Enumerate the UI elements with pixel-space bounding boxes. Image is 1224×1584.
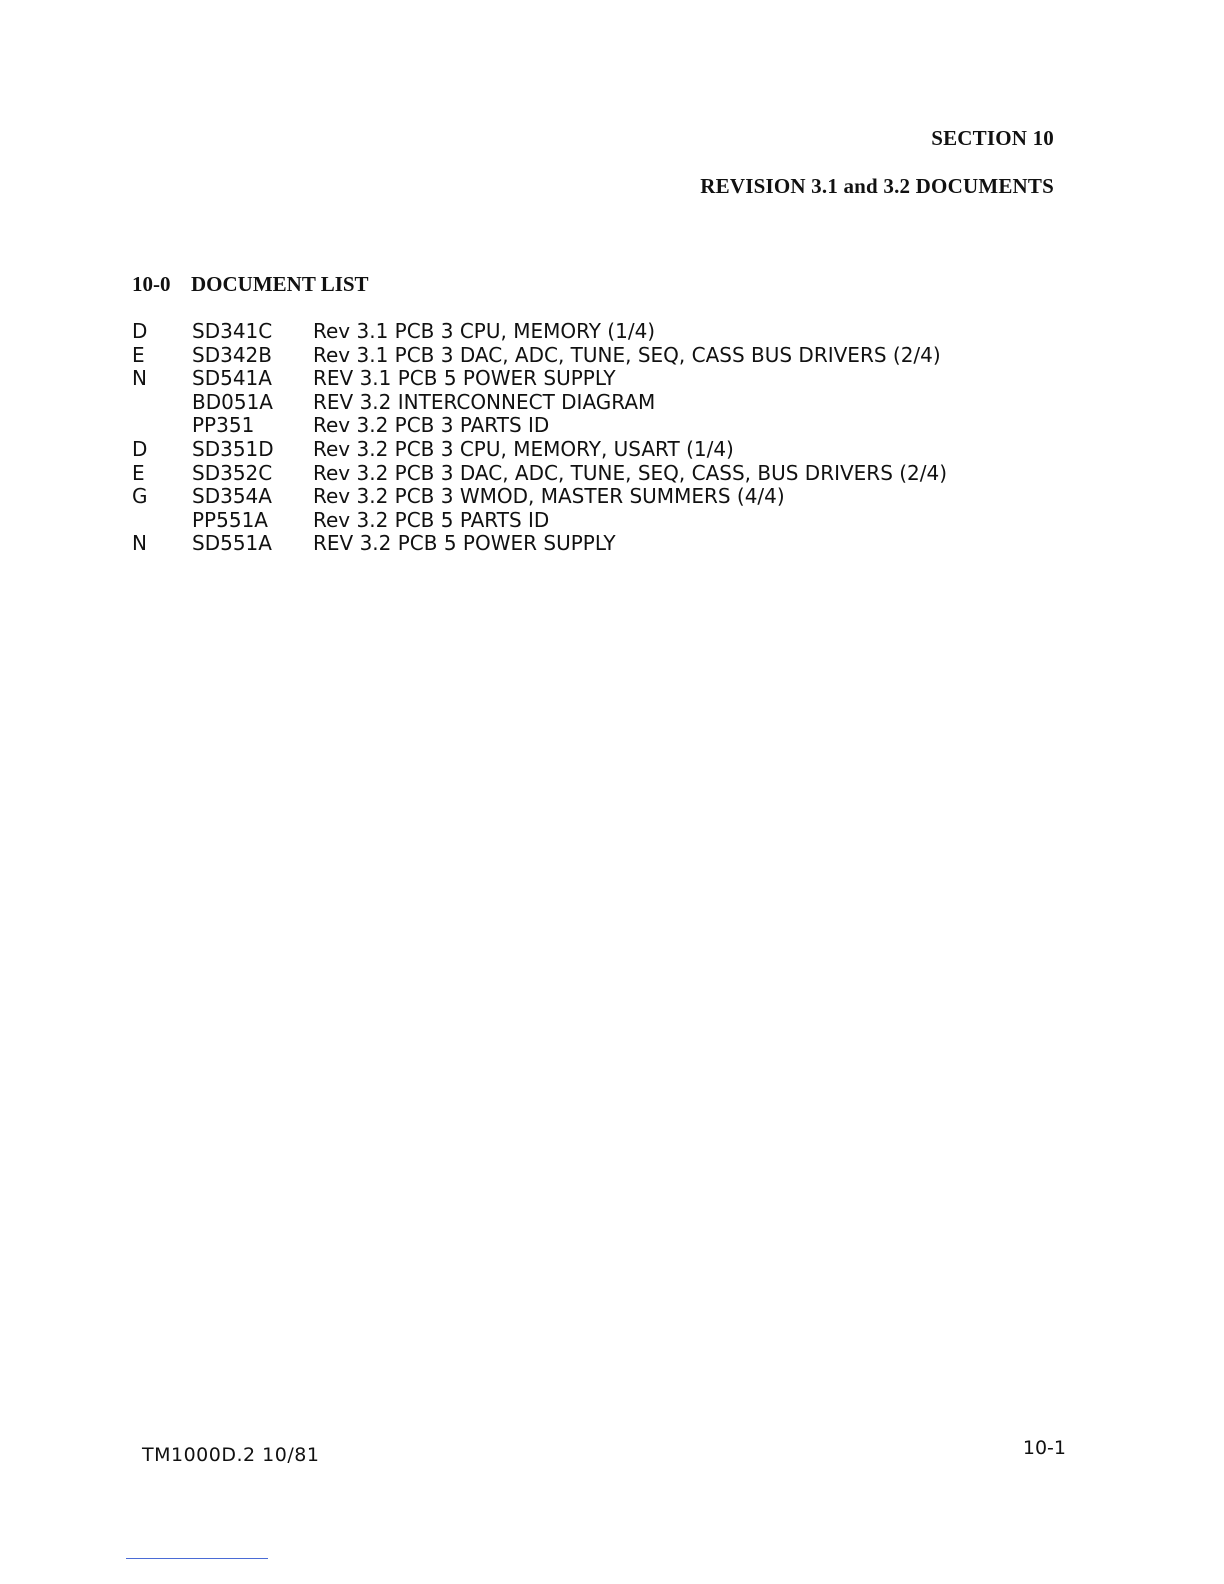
list-item-code: SD352C xyxy=(192,460,273,485)
list-item-description: REV 3.1 PCB 5 POWER SUPPLY xyxy=(313,366,616,391)
list-item-code: SD351D xyxy=(192,436,274,461)
list-item-mark: E xyxy=(132,460,145,485)
list-item-mark: G xyxy=(132,484,148,509)
list-item-description: Rev 3.2 PCB 3 WMOD, MASTER SUMMERS (4/4) xyxy=(313,484,785,509)
footer-page-number: 10-1 xyxy=(1022,1437,1066,1459)
list-item-description: Rev 3.2 PCB 3 CPU, MEMORY, USART (1/4) xyxy=(313,436,734,461)
list-item xyxy=(132,414,947,438)
list-item-description: Rev 3.1 PCB 3 DAC, ADC, TUNE, SEQ, CASS BUS DRIVERS (2/4) xyxy=(313,342,941,367)
list-item-mark: D xyxy=(132,319,148,343)
footer-document-id: TM1000D.2 10/81 xyxy=(142,1444,320,1466)
list-item-mark: N xyxy=(132,366,147,391)
list-item-code: PP551A xyxy=(192,507,268,532)
section-number: SECTION 10 xyxy=(931,126,1054,150)
list-item-description: REV 3.2 INTERCONNECT DIAGRAM xyxy=(313,389,656,414)
list-item-mark: E xyxy=(132,342,145,367)
list-item xyxy=(132,509,947,533)
list-item xyxy=(132,391,947,415)
list-item xyxy=(132,344,947,368)
list-item xyxy=(132,438,947,462)
document-list-heading xyxy=(132,272,369,297)
list-item-mark: N xyxy=(132,531,147,556)
list-item-description: Rev 3.2 PCB 5 PARTS ID xyxy=(313,507,550,532)
list-item xyxy=(132,320,947,344)
list-item xyxy=(132,532,947,556)
list-item xyxy=(132,485,947,509)
scan-divider xyxy=(126,1558,268,1559)
heading-text: DOCUMENT LIST xyxy=(191,272,369,296)
list-item-code: PP351 xyxy=(192,413,255,438)
list-item-description: REV 3.2 PCB 5 POWER SUPPLY xyxy=(313,531,616,556)
list-item-description: Rev 3.2 PCB 3 DAC, ADC, TUNE, SEQ, CASS, BUS DRIVERS (2/4) xyxy=(313,460,948,485)
list-item-code: SD354A xyxy=(192,484,272,509)
document-list xyxy=(132,320,947,556)
heading-number: 10-0 xyxy=(132,272,171,296)
section-title: REVISION 3.1 and 3.2 DOCUMENTS xyxy=(700,174,1054,198)
list-item-code: SD541A xyxy=(192,366,272,391)
list-item xyxy=(132,367,947,391)
list-item-mark: D xyxy=(132,436,148,461)
list-item xyxy=(132,462,947,486)
list-item-code: SD341C xyxy=(192,319,273,343)
list-item-code: BD051A xyxy=(192,389,273,414)
list-item-code: SD551A xyxy=(192,531,272,556)
list-item-description: Rev 3.2 PCB 3 PARTS ID xyxy=(313,413,550,438)
list-item-description: Rev 3.1 PCB 3 CPU, MEMORY (1/4) xyxy=(313,319,656,343)
list-item-code: SD342B xyxy=(192,342,272,367)
